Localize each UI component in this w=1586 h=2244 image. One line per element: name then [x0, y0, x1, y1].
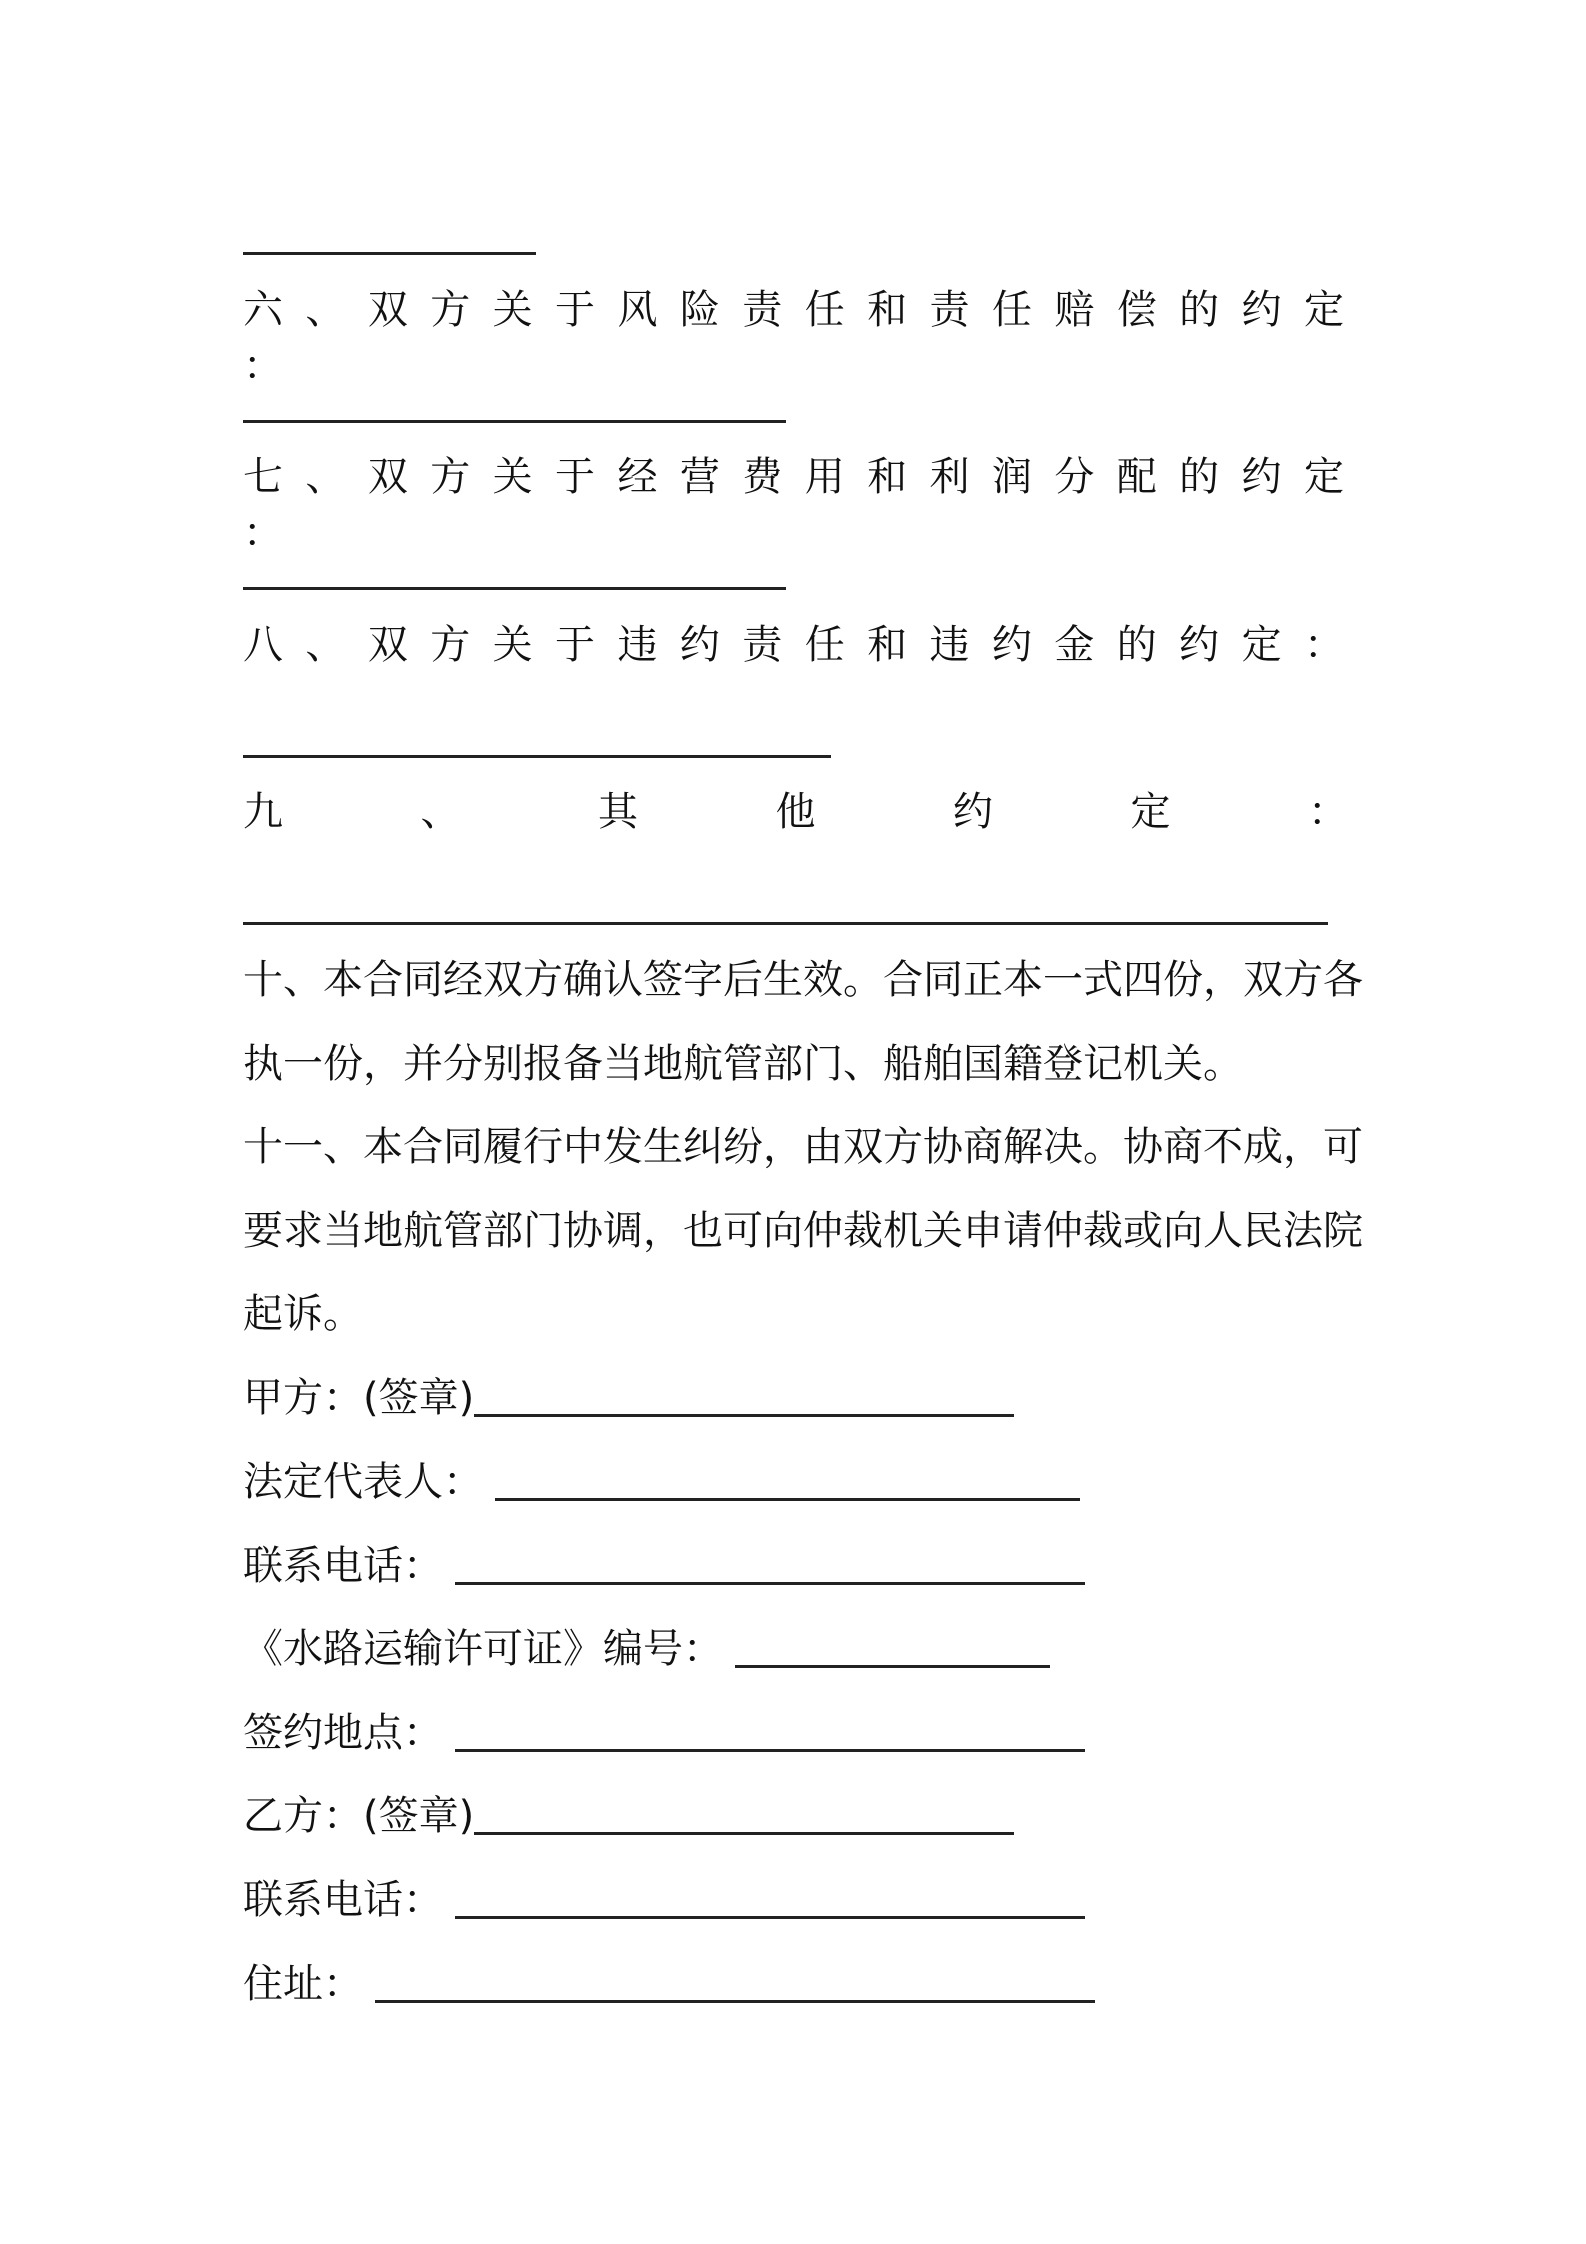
clause-11-line1: 十一、本合同履行中发生纠纷，由双方协商解决。协商不成，可 — [243, 1124, 1363, 1170]
phone-b-blank[interactable] — [455, 1916, 1085, 1919]
clause-9-char: 九 — [243, 789, 346, 835]
clause-10-line1: 十、本合同经双方确认签字后生效。合同正本一式四份，双方各 — [243, 957, 1363, 1003]
phone-a-blank[interactable] — [455, 1582, 1085, 1585]
party-b-blank[interactable] — [474, 1832, 1014, 1835]
sign-place-field — [243, 1705, 1085, 1761]
clause-9-char: 其 — [598, 789, 701, 835]
phone-a-label: 联系电话： — [243, 1543, 443, 1589]
blank-line-clause8 — [243, 755, 831, 758]
phone-b-field — [243, 1872, 1085, 1928]
address-field — [243, 1956, 1095, 2012]
clause-9-char: 约 — [953, 789, 1056, 835]
clause-8-heading: 八 、 双 方 关 于 违 约 责 任 和 违 约 金 的 约 定 ： — [243, 622, 1348, 668]
sign-place-blank[interactable] — [455, 1749, 1085, 1752]
permit-no-label: 《水路运输许可证》编号： — [243, 1626, 723, 1672]
legal-rep-blank[interactable] — [495, 1498, 1080, 1501]
address-blank[interactable] — [375, 2000, 1095, 2003]
blank-line-clause9 — [243, 922, 1328, 925]
clause-7-heading: 七 、 双 方 关 于 经 营 费 用 和 利 润 分 配 的 约 定 ： — [243, 454, 1348, 556]
party-a-label: 甲方：(签章) — [243, 1375, 475, 1421]
clause-9-char: ： — [1308, 789, 1348, 835]
legal-rep-field — [243, 1454, 1080, 1510]
clause-11-line2: 要求当地航管部门协调，也可向仲裁机关申请仲裁或向人民法院 — [243, 1208, 1363, 1254]
party-a-field — [243, 1370, 1014, 1426]
legal-rep-label: 法定代表人： — [243, 1459, 483, 1505]
clause-9-char: 他 — [775, 789, 878, 835]
clause-9-char: 定 — [1130, 789, 1233, 835]
phone-a-field — [243, 1538, 1085, 1594]
clause-9-char: 、 — [420, 789, 523, 835]
party-b-label: 乙方：(签章) — [243, 1793, 475, 1839]
clause-9-heading — [243, 784, 1348, 840]
phone-b-label: 联系电话： — [243, 1877, 443, 1923]
sign-place-label: 签约地点： — [243, 1710, 443, 1756]
permit-no-blank[interactable] — [735, 1665, 1050, 1668]
blank-line-clause5 — [243, 252, 536, 255]
blank-line-clause6 — [243, 420, 786, 423]
party-a-blank[interactable] — [474, 1414, 1014, 1417]
blank-line-clause7 — [243, 587, 786, 590]
clause-11-line3: 起诉。 — [243, 1291, 363, 1337]
clause-6-heading: 六 、 双 方 关 于 风 险 责 任 和 责 任 赔 偿 的 约 定 ： — [243, 287, 1348, 389]
address-label: 住址： — [243, 1961, 363, 2007]
clause-10-line2: 执一份，并分别报备当地航管部门、船舶国籍登记机关。 — [243, 1041, 1243, 1087]
party-b-field — [243, 1788, 1014, 1844]
permit-no-field — [243, 1621, 1050, 1677]
